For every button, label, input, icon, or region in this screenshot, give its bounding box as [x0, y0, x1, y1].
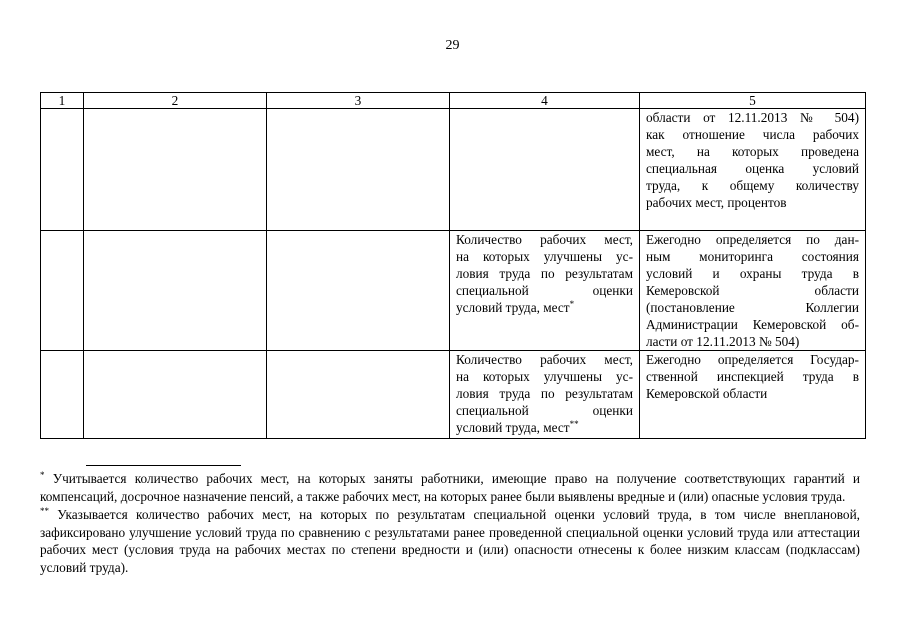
- footnote-text: Учитывается количество рабочих мест, на которых заняты работники, имеющие право на получение соответствующих гарантий и компенсаций, досрочное назначение пенсий, а также рабочих мест, на которых ранее были выявлены вредные и (или) опасные условия труда.: [40, 471, 860, 504]
- footnote-mark: *: [569, 299, 575, 309]
- cell-text-line: ловия труда по результатам: [456, 386, 633, 401]
- cell-col-4: [450, 351, 640, 439]
- cell-text-line: на которых улучшены ус-: [456, 249, 633, 264]
- table-row: [41, 231, 866, 351]
- footnote-1: [40, 470, 860, 505]
- cell-text-line: на которых улучшены ус-: [456, 369, 633, 384]
- cell-text-line: [456, 419, 633, 436]
- cell-text-line: ловия труда по результатам: [456, 266, 633, 281]
- cell-text-line: ным мониторинга состояния: [646, 249, 859, 264]
- cell-text-line: Количество рабочих мест,: [456, 232, 633, 247]
- table-row: [41, 351, 866, 439]
- cell-col-3: [267, 109, 450, 231]
- header-col-1: 1: [41, 93, 84, 109]
- cell-text-line: [456, 299, 633, 316]
- cell-text-line: Кемеровской области: [646, 283, 859, 298]
- cell-text-line: рабочих мест, процентов: [646, 195, 787, 210]
- header-col-2: 2: [84, 93, 267, 109]
- header-col-5: 5: [640, 93, 866, 109]
- cell-text-line: Ежегодно определяется по дан-: [646, 232, 859, 247]
- table-header-row: [41, 93, 866, 109]
- cell-text-line: как отношение числа рабочих: [646, 127, 859, 142]
- cell-text-line: условий и охраны труда в: [646, 266, 859, 281]
- footnote-text: Указывается количество рабочих мест, на которых по результатам специальной оценки условий труда, в том числе внеплановой, зафиксировано улучшение условий труда по сравнению с результатами ранее проведенной специальной оценки условий труда или аттестации рабочих мест (условия труда на рабочих местах по степени вредности и (или) опасности отнесены к более низким классам (подклассам) условий труда).: [40, 507, 861, 575]
- cell-text-line: Ежегодно определяется Государ-: [646, 352, 859, 367]
- cell-text-line: (постановление Коллегии: [646, 300, 859, 315]
- cell-col-3: [267, 231, 450, 351]
- cell-text: условий труда, мест: [456, 420, 570, 435]
- cell-text-line: специальная оценка условий: [646, 161, 859, 176]
- cell-col-1: [41, 109, 84, 231]
- cell-text-line: ственной инспекцией труда в: [646, 369, 859, 384]
- cell-col-5: [640, 351, 866, 439]
- cell-col-4: [450, 231, 640, 351]
- page-number: 29: [445, 38, 460, 53]
- cell-col-5: [640, 231, 866, 351]
- cell-col-3: [267, 351, 450, 439]
- cell-text-line: труда, к общему количеству: [646, 178, 859, 193]
- cell-col-2: [84, 231, 267, 351]
- cell-col-1: [41, 351, 84, 439]
- footnotes: [40, 470, 860, 577]
- footnote-mark: **: [40, 506, 49, 516]
- footnote-separator: [86, 465, 241, 466]
- cell-col-2: [84, 351, 267, 439]
- table-row: [41, 109, 866, 231]
- cell-text-line: специальной оценки: [456, 283, 633, 298]
- cell-text-line: специальной оценки: [456, 403, 633, 418]
- cell-text-line: мест, на которых проведена: [646, 144, 859, 159]
- cell-col-2: [84, 109, 267, 231]
- footnote-mark: *: [40, 470, 45, 480]
- footnote-mark: **: [569, 419, 579, 429]
- indicators-table: [40, 92, 866, 439]
- cell-text-line: Количество рабочих мест,: [456, 352, 633, 367]
- footnote-2: [40, 506, 860, 576]
- cell-text-line: Администрации Кемеровской об-: [646, 317, 859, 332]
- cell-text-line: области от 12.11.2013 № 504): [646, 110, 859, 125]
- cell-text: условий труда, мест: [456, 300, 570, 315]
- cell-text-line: Кемеровской области: [646, 386, 768, 401]
- cell-col-1: [41, 231, 84, 351]
- cell-col-5: [640, 109, 866, 231]
- cell-col-4: [450, 109, 640, 231]
- cell-text-line: ласти от 12.11.2013 № 504): [646, 334, 800, 349]
- header-col-4: 4: [450, 93, 640, 109]
- header-col-3: 3: [267, 93, 450, 109]
